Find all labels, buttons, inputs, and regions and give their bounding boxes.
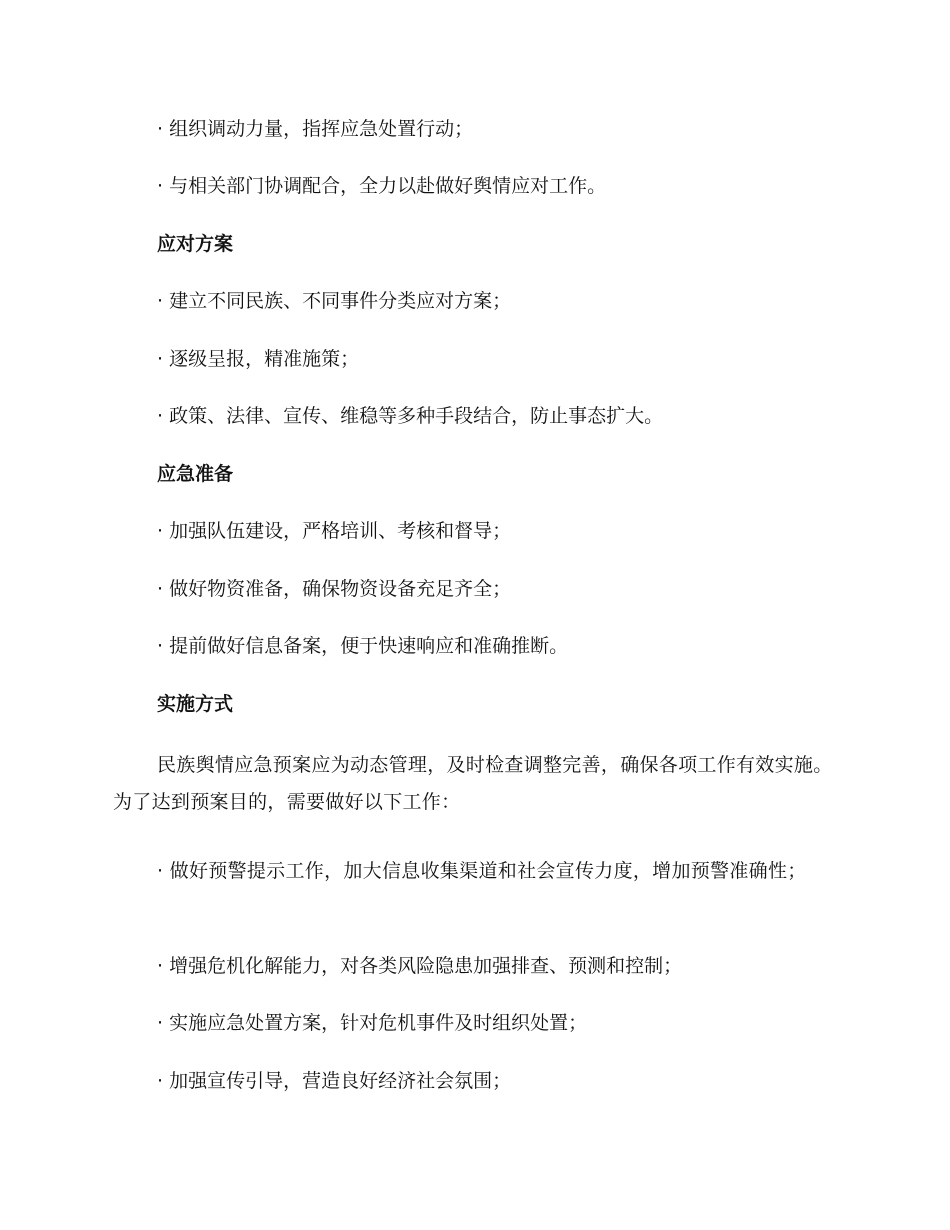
bullet-item: · 增强危机化解能力，对各类风险隐患加强排查、预测和控制； — [157, 955, 683, 977]
bullet-item: · 逐级呈报，精准施策； — [157, 348, 360, 370]
bullet-item: · 提前做好信息备案，便于快速响应和准确推断。 — [157, 635, 569, 657]
bullet-paragraph: · 做好预警提示工作，加大信息收集渠道和社会宣传力度，增加预警准确性； — [157, 860, 807, 882]
bullet-item: · 加强宣传引导，营造良好经济社会氛围； — [157, 1070, 512, 1092]
bullet-item: · 政策、法律、宣传、维稳等多种手段结合，防止事态扩大。 — [157, 405, 664, 427]
bullet-item: · 建立不同民族、不同事件分类应对方案； — [157, 290, 512, 312]
body-paragraph: 民族舆情应急预案应为动态管理，及时检查调整完善，确保各项工作有效实施。为了达到预案目的，需要做好以下工作： — [113, 754, 833, 813]
bullet-item: · 组织调动力量，指挥应急处置行动； — [157, 118, 474, 140]
bullet-item: · 实施应急处置方案，针对危机事件及时组织处置； — [157, 1012, 588, 1034]
section-heading: 应对方案 — [157, 233, 234, 255]
section-heading: 实施方式 — [157, 693, 234, 715]
section-heading: 应急准备 — [157, 463, 234, 485]
bullet-item: · 做好物资准备，确保物资设备充足齐全； — [157, 578, 512, 600]
bullet-item: · 与相关部门协调配合，全力以赴做好舆情应对工作。 — [157, 175, 607, 197]
bullet-item: · 加强队伍建设，严格培训、考核和督导； — [157, 520, 512, 542]
